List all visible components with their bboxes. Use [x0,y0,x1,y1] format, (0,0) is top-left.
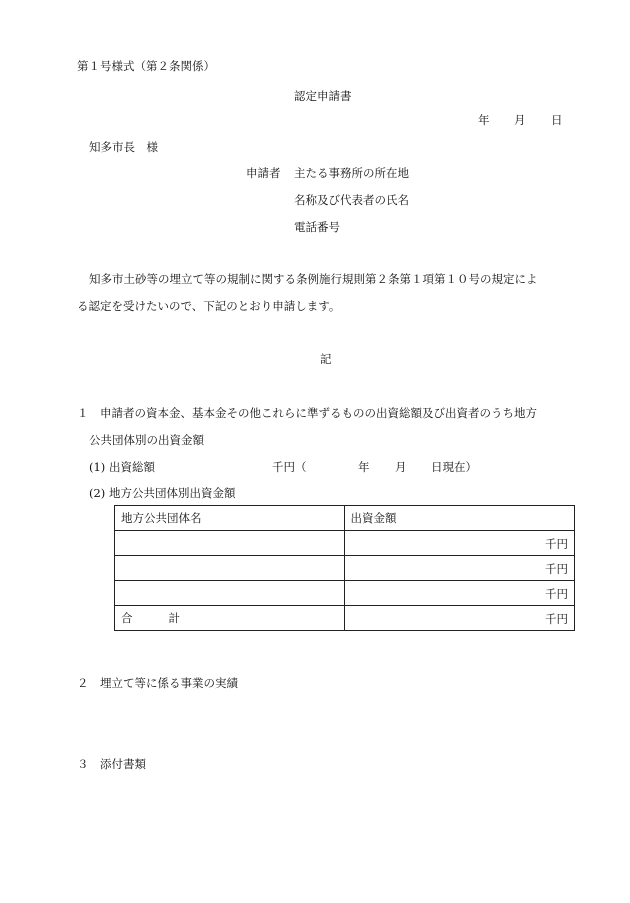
table-header-cell: 出資金額 [344,506,574,531]
table-header-row [115,506,575,531]
applicant-label: 申請者 [246,166,281,180]
table-total-label [115,606,345,631]
table-cell-name [115,581,345,606]
table-cell-amount: 千円 [344,531,574,556]
item-1-unit: 千円（ [272,460,307,474]
applicant-address-label: 主たる事務所の所在地 [294,166,409,180]
table-row [115,581,575,606]
investment-table [114,505,575,631]
date-month-label: 月 [514,113,526,127]
table-header-cell: 地方公共団体名 [115,506,345,531]
applicant-name-label: 名称及び代表者の氏名 [294,193,409,207]
table-cell-name [115,531,345,556]
body-text-line-1: 知多市土砂等の埋立て等の規制に関する条例施行規則第２条第１項第１０号の規定によ [89,272,538,286]
section-1-line-2: 公共団体別の出資金額 [89,433,204,447]
item-1-year-label: 年 [358,460,370,474]
applicant-phone-label: 電話番号 [294,220,340,234]
item-2-label: (2) 地方公共団体別出資金額 [89,486,236,500]
item-1-month-label: 月 [395,460,407,474]
document-title: 認定申請書 [294,89,352,103]
section-2-title: ２ 埋立て等に係る事業の実績 [77,676,238,690]
table-total-amount: 千円 [344,606,574,631]
item-1-asof-label: 日現在） [431,460,477,474]
section-1-line-1: １ 申請者の資本金、基本金その他これらに準ずるものの出資総額及び出資者のうち地方 [77,406,537,420]
date-year-label: 年 [478,113,490,127]
date-day-label: 日 [551,113,563,127]
table-total-label-b: 計 [168,611,180,625]
table-cell-amount: 千円 [344,581,574,606]
table-cell-name [115,556,345,581]
table-total-row [115,606,575,631]
form-number: 第１号様式（第２条関係） [77,59,215,73]
item-1-label: (1) 出資総額 [89,460,155,474]
addressee: 知多市長 様 [89,140,158,154]
body-text-line-2: る認定を受けたいので、下記のとおり申請します。 [77,299,341,313]
table-cell-amount: 千円 [344,556,574,581]
section-3-title: ３ 添付書類 [77,757,146,771]
table-row [115,556,575,581]
table-row [115,531,575,556]
ki-heading: 記 [320,352,332,366]
table-total-label-a: 合 [121,611,133,625]
